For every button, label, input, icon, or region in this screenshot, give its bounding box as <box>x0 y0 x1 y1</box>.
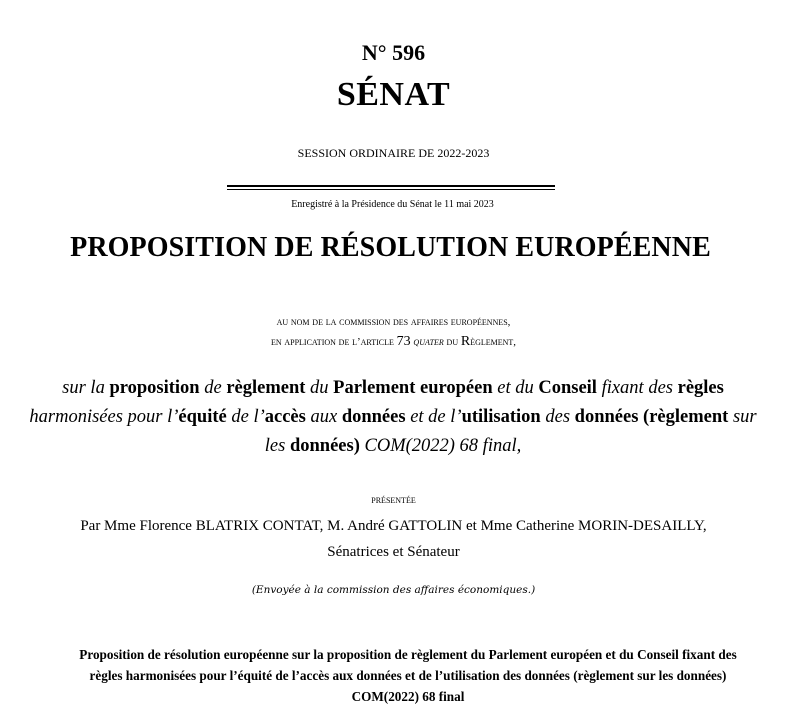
subject-segment: sur la <box>62 378 110 398</box>
subject-segment: sur les <box>264 407 757 456</box>
session-label: SESSION ORDINAIRE DE 2022-2023 <box>297 146 490 160</box>
subject-segment: données <box>341 407 406 427</box>
subject-segment: accès <box>264 407 306 427</box>
subject-segment: des <box>540 407 575 427</box>
subject-segment: aux <box>305 407 342 427</box>
reglement-initial: R <box>460 334 471 349</box>
subject-segment: de <box>199 378 227 398</box>
subject-segment: et du <box>492 378 539 398</box>
subject-segment: ) <box>353 436 365 456</box>
subject-segment: règles <box>677 378 724 398</box>
subject-segment: règlement <box>226 378 306 398</box>
document-number: N° 596 <box>361 40 426 65</box>
subject-segment: Parlement européen <box>333 378 493 398</box>
subject-segment: règlement <box>649 407 729 427</box>
reglement-rest: èglement, <box>470 336 517 348</box>
article-quater: quater <box>413 336 444 348</box>
chamber-name: SÉNAT <box>336 76 451 113</box>
subject-segment: utilisation <box>461 407 541 427</box>
double-rule-top <box>227 185 555 187</box>
subject-segment: données <box>289 436 354 456</box>
subject-segment: équité <box>178 407 227 427</box>
subject-segment: COM(2022) 68 final, <box>364 436 522 456</box>
article-du: du <box>443 336 461 348</box>
subject-paragraph <box>18 374 768 461</box>
subject-segment: harmonisées pour l’ <box>29 407 179 427</box>
registration-date: Enregistré à la Présidence du Sénat le 11 mai 2023 <box>291 199 494 210</box>
commission-line-2 <box>0 332 796 352</box>
subject-segment: données <box>574 407 639 427</box>
authors-list: Par Mme Florence BLATRIX CONTAT, M. André GATTOLIN et Mme Catherine MORIN-DESAILLY, <box>80 518 707 534</box>
authors-block <box>0 513 796 565</box>
subject-segment: fixant des <box>596 378 678 398</box>
subject-segment: de l’ <box>226 407 265 427</box>
commission-block <box>0 312 796 352</box>
commission-line-1: au nom de la commission des affaires européennes, <box>276 316 511 328</box>
subject-segment: du <box>305 378 334 398</box>
subject-segment: proposition <box>109 378 200 398</box>
double-rule-bottom <box>227 189 555 190</box>
article-prefix: en application de l’article <box>270 336 397 348</box>
summary-title: Proposition de résolution européenne sur la proposition de règlement du Parlement européen et du Conseil fixant des règles harmonisées pour l’équité de l’accès aux données et de l’utilisation des données (règlement sur les données) COM(2022) 68 final <box>79 647 737 704</box>
subject-segment: ( <box>638 407 650 427</box>
referral-note: (Envoyée à la commission des affaires économiques.) <box>251 584 536 596</box>
document-title: PROPOSITION DE RÉSOLUTION EUROPÉENNE <box>70 232 711 263</box>
subject-segment: Conseil <box>538 378 597 398</box>
authors-roles: Sénatrices et Sénateur <box>327 544 460 560</box>
article-number: 73 <box>396 334 411 349</box>
subject-segment: et de l’ <box>405 407 462 427</box>
presented-label: présentée <box>371 494 416 506</box>
